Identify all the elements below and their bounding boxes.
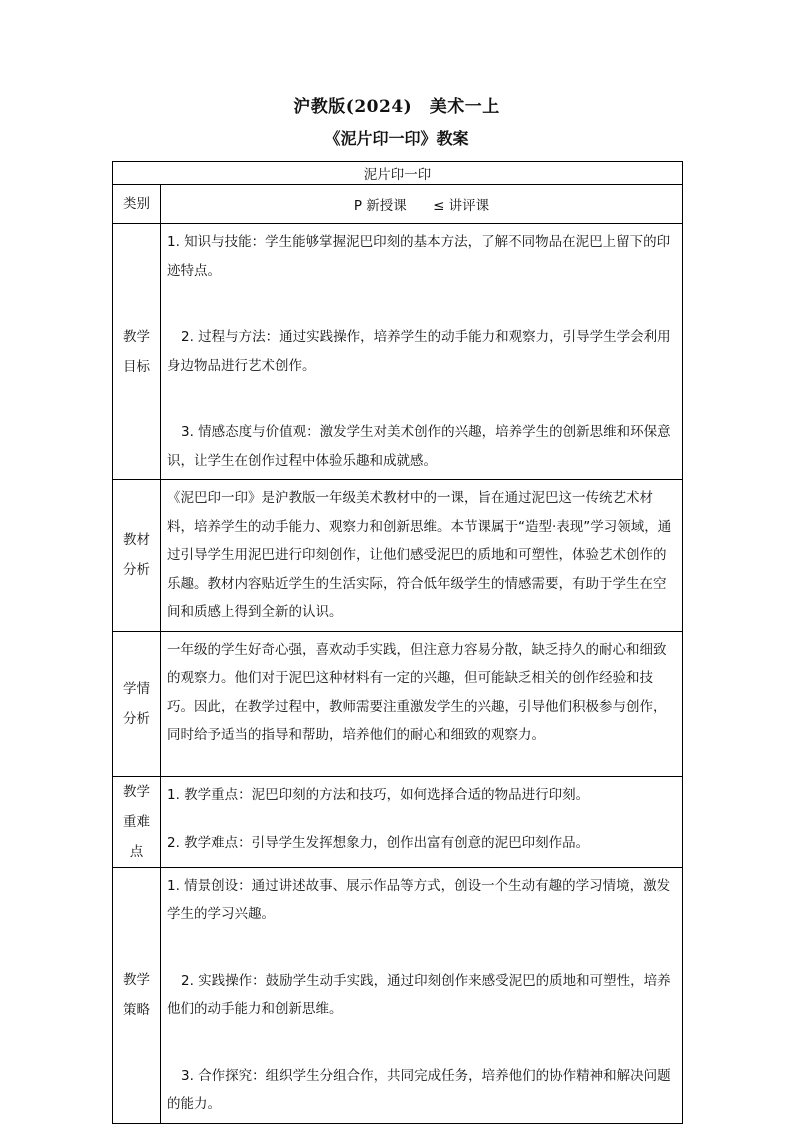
document-subtitle: 《泥片印一印》教案 (324, 129, 469, 148)
table-row (113, 480, 683, 632)
strategy-label: 教学 策略 (113, 867, 161, 1123)
key-points-label: 教学 重难 点 (113, 776, 161, 867)
table-row (113, 162, 683, 185)
lesson-plan-table (112, 161, 683, 1124)
option-new-lesson: P 新授课 (353, 198, 407, 214)
material-analysis-content: 《泥巴印一印》是沪教版一年级美术教材中的一课，旨在通过泥巴这一传统艺术材料，培养学生的动手能力、观察力和创新思维。本节课属于“造型·表现”学习领域，通过引导学生用泥巴进行印刻创作，让他们感受泥巴的质地和可塑性，体验艺术创作的乐趣。教材内容贴近学生的生活实际，符合低年级学生的情感需要，有助于学生在空间和质感上得到全新的认识。 (161, 480, 683, 632)
objectives-label: 教学 目标 (113, 224, 161, 480)
objective-item: 2. 过程与方法：通过实践操作，培养学生的动手能力和观察力，引导学生学会利用身边物品进行艺术创作。 (167, 329, 671, 374)
strategy-item: 3. 合作探究：组织学生分组合作，共同完成任务，培养他们的协作精神和解决问题的能力。 (167, 1067, 671, 1112)
key-point-item: 1. 教学重点：泥巴印刻的方法和技巧，如何选择合适的物品进行印刻。 (167, 786, 590, 803)
objective-item: 3. 情感态度与价值观：激发学生对美术创作的兴趣，培养学生的创新思维和环保意识，让学生在创作过程中体验乐趣和成就感。 (167, 424, 671, 469)
table-row (113, 867, 683, 1123)
table-row (113, 224, 683, 480)
table-row (113, 776, 683, 867)
strategy-item: 1. 情景创设：通过讲述故事、展示作品等方式，创设一个生动有趣的学习情境，激发学生的学习兴趣。 (167, 877, 671, 922)
key-point-item: 2. 教学难点：引导学生发挥想象力，创作出富有创意的泥巴印刻作品。 (167, 835, 590, 851)
table-row (113, 185, 683, 224)
strategy-item: 2. 实践操作：鼓励学生动手实践，通过印刻创作来感受泥巴的质地和可塑性，培养他们的动手能力和创新思维。 (167, 972, 671, 1017)
student-analysis-label: 学情 分析 (113, 631, 161, 776)
category-label: 类别 (113, 185, 161, 224)
objective-item: 1. 知识与技能：学生能够掌握泥巴印刻的基本方法，了解不同物品在泥巴上留下的印迹特点。 (167, 234, 671, 279)
strategy-content (161, 867, 683, 1123)
option-review-lesson: ≤ 讲评课 (433, 198, 490, 214)
table-row (113, 631, 683, 776)
objectives-content (161, 224, 683, 480)
key-points-content (161, 776, 683, 867)
lesson-title-cell: 泥片印一印 (113, 162, 683, 185)
document-title: 沪教版(2024) 美术一上 (293, 97, 500, 117)
material-analysis-label: 教材 分析 (113, 480, 161, 632)
student-analysis-content: 一年级的学生好奇心强，喜欢动手实践，但注意力容易分散，缺乏持久的耐心和细致的观察力。他们对于泥巴这种材料有一定的兴趣，但可能缺乏相关的创作经验和技巧。因此，在教学过程中，教师需要注重激发学生的兴趣，引导他们积极参与创作，同时给予适当的指导和帮助，培养他们的耐心和细致的观察力。 (161, 631, 683, 776)
category-options (161, 185, 683, 224)
